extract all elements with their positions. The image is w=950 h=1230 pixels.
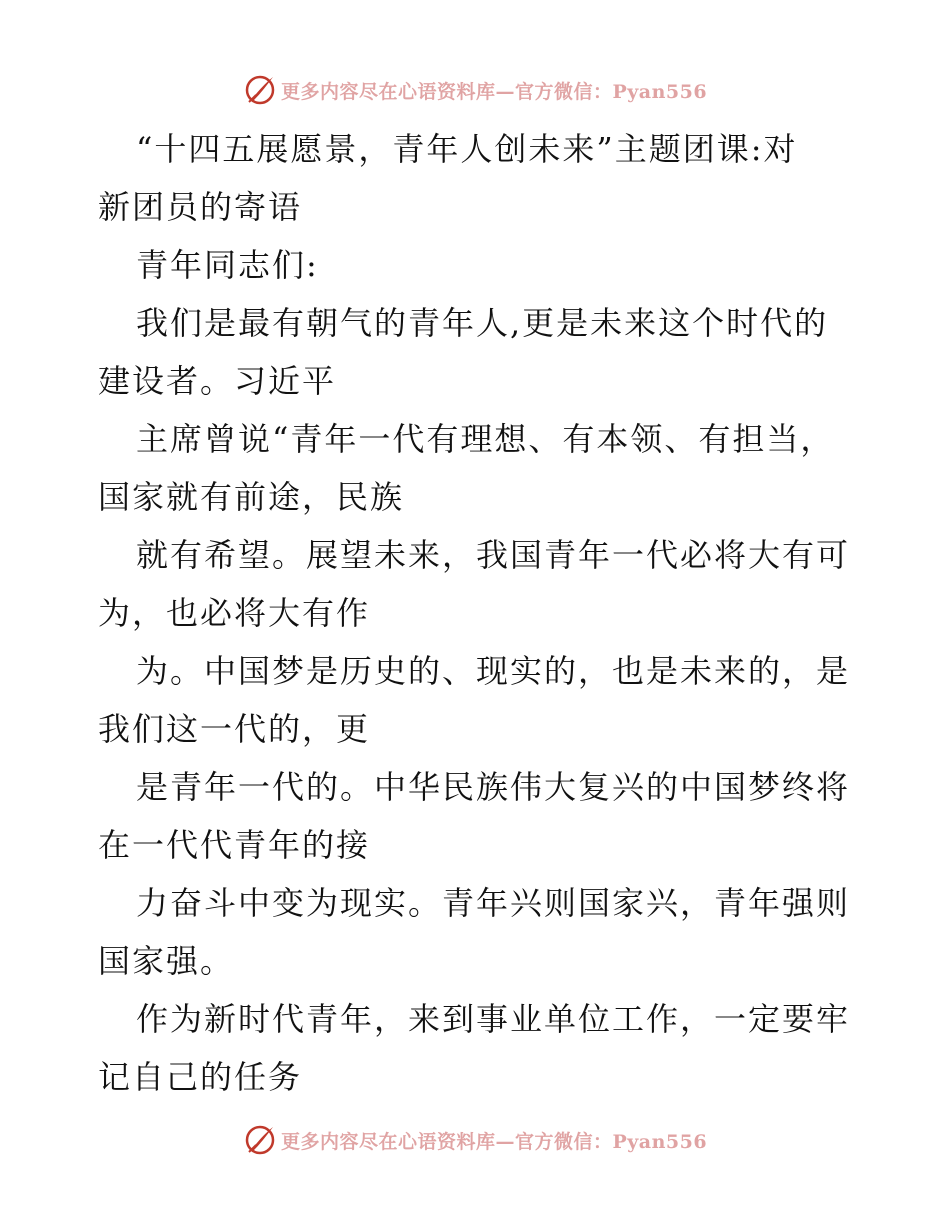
footer-watermark-text: 更多内容尽在心语资料库—官方微信：Pyan556 xyxy=(280,1130,708,1153)
paragraph-line: 我们这一代的，更 xyxy=(98,710,371,748)
paragraph-line: 在一代代青年的接 xyxy=(98,826,371,864)
header-watermark xyxy=(0,68,950,112)
paragraph-line: 记自己的任务 xyxy=(98,1058,303,1096)
paragraph-line: 作为新时代青年，来到事业单位工作，一定要牢 xyxy=(136,1000,851,1038)
title-line-2: 新团员的寄语 xyxy=(98,188,303,226)
footer-watermark xyxy=(0,1118,950,1162)
header-watermark-text: 更多内容尽在心语资料库—官方微信：Pyan556 xyxy=(280,80,708,103)
paragraph-line: 我们是最有朝气的青年人,更是未来这个时代的 xyxy=(136,304,829,342)
paragraph xyxy=(98,236,858,294)
paragraph-line: 就有希望。展望未来，我国青年一代必将大有可 xyxy=(136,536,851,574)
paragraph-line: 是青年一代的。中华民族伟大复兴的中国梦终将 xyxy=(136,768,851,806)
paragraph xyxy=(98,294,858,410)
title-line-1: “十四五展愿景，青年人创未来”主题团课:对 xyxy=(136,130,798,168)
document-title xyxy=(98,120,858,236)
paragraph-line: 国家强。 xyxy=(98,942,235,980)
paragraph-line: 国家就有前途，民族 xyxy=(98,478,405,516)
paragraph xyxy=(98,410,858,526)
paragraph xyxy=(98,758,858,874)
feather-logo-icon xyxy=(243,1123,277,1157)
feather-logo-icon xyxy=(243,73,277,107)
paragraph xyxy=(98,874,858,990)
salutation: 青年同志们: xyxy=(136,246,319,284)
paragraph-line: 主席曾说“青年一代有理想、有本领、有担当， xyxy=(136,420,835,458)
paragraph-line: 建设者。习近平 xyxy=(98,362,337,400)
paragraph xyxy=(98,990,858,1106)
paragraph-line: 为。中国梦是历史的、现实的，也是未来的，是 xyxy=(136,652,851,690)
paragraph xyxy=(98,526,858,642)
paragraph-line: 为，也必将大有作 xyxy=(98,594,371,632)
paragraph-line: 力奋斗中变为现实。青年兴则国家兴，青年强则 xyxy=(136,884,851,922)
paragraph xyxy=(98,642,858,758)
document-body xyxy=(98,120,858,1106)
